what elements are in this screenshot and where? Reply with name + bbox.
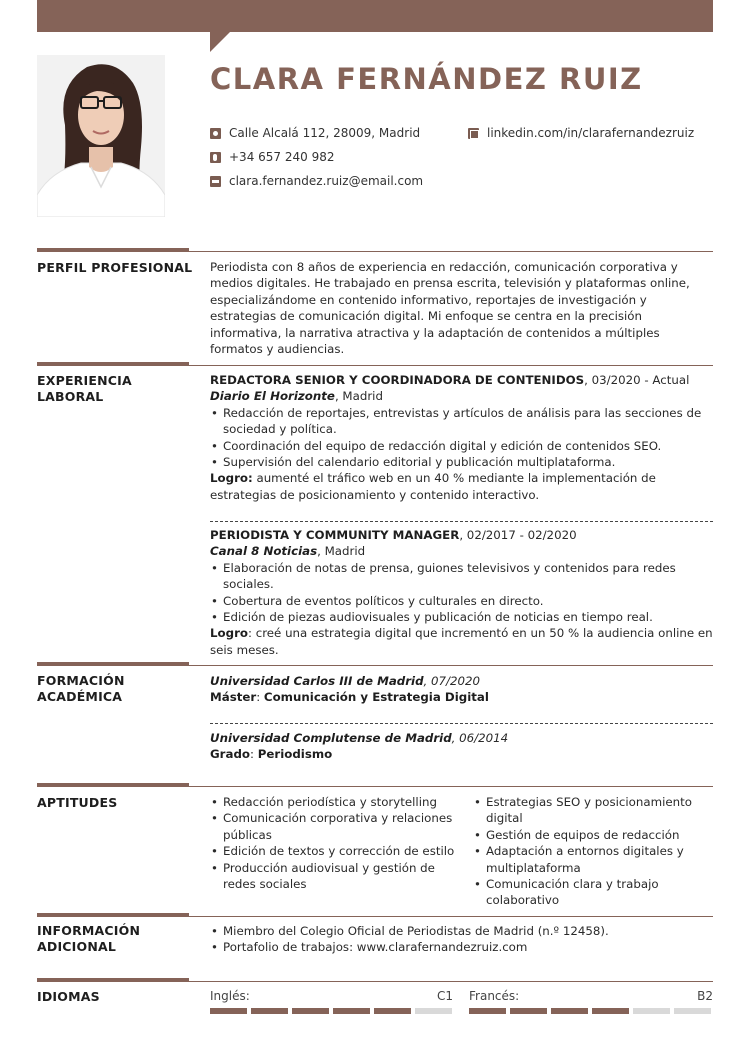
achievement-text: aumenté el tráfico web en un 40 % mediante la implementación de estrategias de posicionamiento y contenido interactivo.: [210, 471, 656, 502]
level-segment: [292, 1008, 329, 1014]
education-entry: Universidad Carlos III de Madrid, 07/2020 Máster: Comunicación y Estrategia Digital: [210, 674, 489, 705]
list-item: • Supervisión del calendario editorial y publicación multiplataforma.: [210, 454, 713, 470]
job-heading: [210, 527, 713, 543]
job-company-line: [210, 388, 713, 404]
language-level: C1: [436, 989, 453, 1003]
job-company-line: [210, 543, 713, 559]
contact-email: [210, 174, 423, 188]
list-item: • Elaboración de notas de prensa, guiones televisivos y contenidos para redes sociales.: [210, 560, 713, 593]
achievement-label: Logro:: [210, 471, 253, 486]
job-achievement: [210, 470, 713, 503]
email-text: clara.fernandez.ruiz@email.com: [229, 174, 424, 188]
list-item: • Redacción de reportajes, entrevistas y artículos de análisis para las secciones de sociedad y política.: [210, 405, 713, 438]
job-dates: , 03/2020 - Actual: [584, 373, 690, 387]
degree-name: Comunicación y Estrategia Digital: [263, 690, 489, 705]
job-entry: [210, 527, 713, 658]
level-segment: [674, 1008, 711, 1014]
job-role: REDACTORA SENIOR Y COORDINADORA DE CONTENIDOS: [210, 373, 585, 387]
contact-linkedin: [468, 126, 694, 140]
section-title-perfil: PERFIL PROFESIONAL: [37, 260, 193, 275]
perfil-text: Periodista con 8 años de experiencia en redacción, comunicación corporativa y medios digitales. He trabajado en prensa escrita, televisión y plataformas online, especializándome en contenido informativo, reportajes de investigación y estrategias de comunicación digital. Mi enfoque se centra en la precisión informativa, la narrativa atractiva y la adaptación de contenidos a múltiples formatos y audiencias.: [210, 260, 690, 357]
section-bar: [37, 662, 189, 666]
job-dates: , 02/2017 - 02/2020: [459, 528, 577, 542]
section-divider: [189, 786, 713, 787]
email-icon: [210, 176, 221, 187]
candidate-name: CLARA FERNÁNDEZ RUIZ: [210, 62, 643, 96]
list-item: • Cobertura de eventos políticos y culturales en directo.: [210, 593, 713, 609]
list-item: • Estrategias SEO y posicionamiento digital: [473, 794, 718, 827]
level-segment: [210, 1008, 247, 1014]
job-location: , Madrid: [317, 544, 366, 559]
level-segment: [633, 1008, 670, 1014]
top-banner: [37, 0, 713, 32]
section-bar: [37, 248, 189, 252]
list-item: • Miembro del Colegio Oficial de Periodistas de Madrid (n.º 12458).: [210, 923, 713, 939]
section-divider: [189, 251, 713, 252]
level-segment: [415, 1008, 452, 1014]
school-name: Universidad Complutense de Madrid: [210, 731, 452, 745]
level-segment: [551, 1008, 588, 1014]
section-bar: [37, 913, 189, 917]
section-divider: [189, 365, 713, 366]
language-level-bars: [210, 1008, 452, 1014]
job-role: PERIODISTA Y COMMUNITY MANAGER: [210, 528, 460, 542]
degree-name: Periodismo: [257, 747, 333, 762]
list-item: • Coordinación del equipo de redacción digital y edición de contenidos SEO.: [210, 438, 713, 454]
list-item: • Edición de piezas audiovisuales y publicación de noticias en tiempo real.: [210, 609, 713, 625]
level-segment: [333, 1008, 370, 1014]
school-date: , 07/2020: [423, 674, 481, 688]
job-achievement: [210, 625, 713, 658]
job-entry: [210, 372, 713, 503]
section-title-experiencia: EXPERIENCIA LABORAL: [37, 373, 132, 404]
additional-info: [210, 923, 713, 956]
level-segment: [510, 1008, 547, 1014]
school-date: , 06/2014: [451, 731, 509, 745]
language-french: [469, 989, 713, 1003]
job-company: Diario El Horizonte: [210, 389, 335, 404]
section-bar: [37, 783, 189, 787]
location-icon: [210, 128, 221, 139]
list-item: • Adaptación a entornos digitales y multiplataforma: [473, 843, 718, 876]
list-item: • Portafolio de trabajos: www.clarafernandezruiz.com: [210, 939, 713, 955]
job-heading: [210, 372, 713, 388]
job-company: Canal 8 Noticias: [210, 544, 318, 559]
section-title-idiomas: IDIOMAS: [37, 989, 100, 1004]
dashed-divider: [210, 723, 713, 724]
linkedin-text: linkedin.com/in/clarafernandezruiz: [487, 126, 695, 140]
job-bullets: [210, 405, 713, 471]
job-bullets: [210, 560, 713, 626]
language-name: Francés:: [469, 989, 520, 1003]
list-item: • Edición de textos y corrección de estilo: [210, 843, 460, 859]
education-entry: Universidad Complutense de Madrid, 06/2014 Grado: Periodismo: [210, 731, 509, 762]
skills-right: [473, 794, 718, 909]
section-divider: [189, 916, 713, 917]
language-english: [210, 989, 453, 1003]
level-segment: [251, 1008, 288, 1014]
profile-photo: [37, 55, 165, 217]
level-segment: [592, 1008, 629, 1014]
address-text: Calle Alcalá 112, 28009, Madrid: [229, 126, 421, 140]
linkedin-icon: [468, 128, 479, 139]
list-item: • Producción audiovisual y gestión de redes sociales: [210, 860, 460, 893]
achievement-text: : creé una estrategia digital que incrementó en un 50 % la audiencia online en seis meses.: [210, 626, 713, 657]
level-segment: [374, 1008, 411, 1014]
list-item: • Comunicación corporativa y relaciones públicas: [210, 810, 460, 843]
dashed-divider: [210, 521, 713, 522]
phone-icon: [210, 152, 221, 163]
section-title-adicional: INFORMACIÓN ADICIONAL: [37, 923, 141, 954]
skills-left: [210, 794, 460, 892]
contact-address: [210, 126, 420, 140]
level-segment: [469, 1008, 506, 1014]
list-item: • Gestión de equipos de redacción: [473, 827, 718, 843]
phone-text: +34 657 240 982: [229, 150, 335, 164]
section-divider: [189, 981, 713, 982]
section-bar: [37, 362, 189, 366]
section-divider: [189, 665, 713, 666]
language-level: B2: [697, 989, 713, 1003]
achievement-label: Logro: [210, 626, 248, 641]
section-bar: [37, 978, 189, 982]
school-name: Universidad Carlos III de Madrid: [210, 674, 424, 688]
list-item: • Redacción periodística y storytelling: [210, 794, 460, 810]
list-item: • Comunicación clara y trabajo colaborativo: [473, 876, 718, 909]
job-location: , Madrid: [334, 389, 383, 404]
language-level-bars: [469, 1008, 711, 1014]
degree-label: Máster: [210, 690, 257, 705]
banner-notch: [210, 32, 230, 52]
degree-label: Grado: [210, 747, 251, 762]
contact-phone: [210, 150, 334, 164]
language-name: Inglés:: [210, 989, 250, 1003]
section-title-formacion: FORMACIÓN ACADÉMICA: [37, 673, 125, 704]
section-title-aptitudes: APTITUDES: [37, 795, 118, 810]
